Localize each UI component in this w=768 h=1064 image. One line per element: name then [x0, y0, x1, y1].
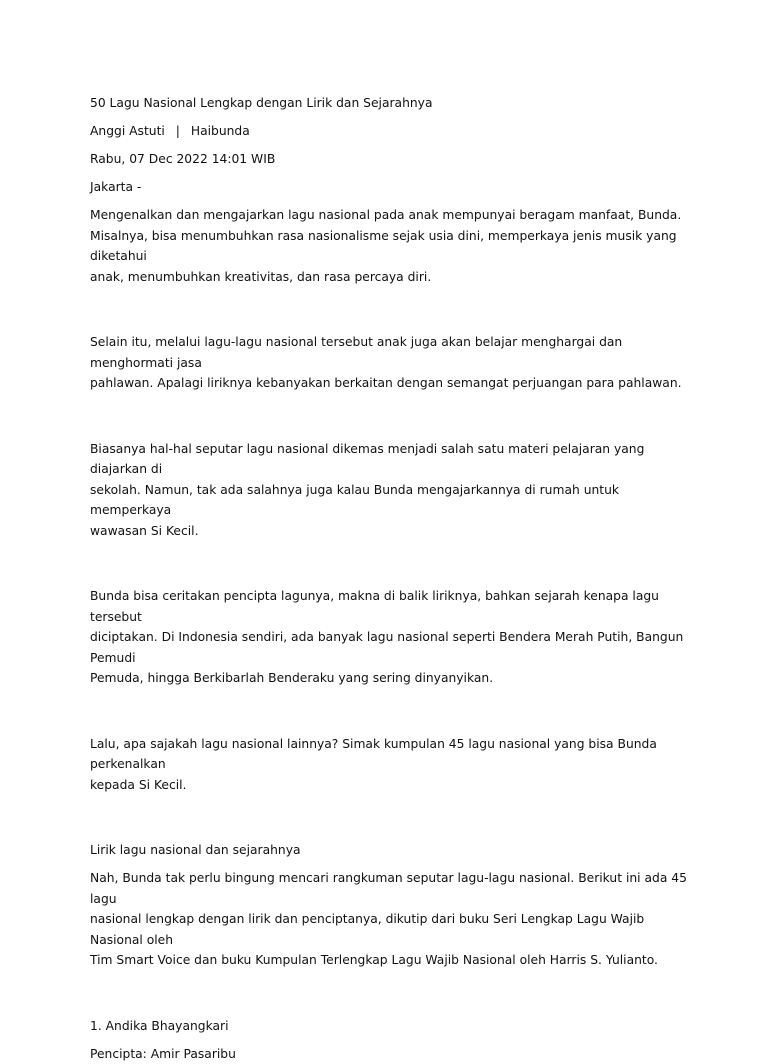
song-composer: Pencipta: Amir Pasaribu — [90, 1044, 690, 1064]
paragraph-2: Selain itu, melalui lagu-lagu nasional tersebut anak juga akan belajar menghargai dan menghormati jasa pahlawan. Apalagi liriknya kebanyakan berkaitan dengan semangat perjuangan para pahlawan. — [90, 332, 690, 394]
section-paragraph: Nah, Bunda tak perlu bingung mencari rangkuman seputar lagu-lagu nasional. Berikut ini ada 45 lagu nasional lengkap dengan lirik dan penciptanya, dikutip dari buku Seri Lengkap Lagu Wajib Nasional oleh Tim Smart Voice dan buku Kumpulan Terlengkap Lagu Wajib Nasional oleh Harris S. Yulianto. — [90, 868, 690, 971]
author-name: Anggi Astuti — [90, 124, 165, 138]
paragraph-5: Lalu, apa sajakah lagu nasional lainnya? Simak kumpulan 45 lagu nasional yang bisa Bunda perkenalkan kepada Si Kecil. — [90, 734, 690, 796]
paragraph-4: Bunda bisa ceritakan pencipta lagunya, makna di balik liriknya, bahkan sejarah kenapa lagu tersebut diciptakan. Di Indonesia sendiri, ada banyak lagu nasional seperti Bendera Merah Putih, Bangun Pemudi Pemuda, hingga Berkibarlah Benderaku yang sering dinyanyikan. — [90, 586, 690, 689]
publish-date: Rabu, 07 Dec 2022 14:01 WIB — [90, 149, 690, 170]
article-body — [90, 93, 690, 1064]
article-title: 50 Lagu Nasional Lengkap dengan Lirik dan Sejarahnya — [90, 93, 690, 114]
song-title: 1. Andika Bhayangkari — [90, 1016, 690, 1037]
byline — [90, 121, 690, 142]
dateline-location: Jakarta - — [90, 177, 690, 198]
paragraph-3: Biasanya hal-hal seputar lagu nasional dikemas menjadi salah satu materi pelajaran yang diajarkan di sekolah. Namun, tak ada salahnya juga kalau Bunda mengajarkannya di rumah untuk memperkaya wawasan Si Kecil. — [90, 439, 690, 542]
byline-separator: | — [165, 121, 191, 142]
section-heading: Lirik lagu nasional dan sejarahnya — [90, 840, 690, 861]
source-name: Haibunda — [191, 124, 250, 138]
paragraph-1: Mengenalkan dan mengajarkan lagu nasional pada anak mempunyai beragam manfaat, Bunda. Misalnya, bisa menumbuhkan rasa nasionalisme sejak usia dini, memperkaya jenis musik yang diketahui anak, menumbuhkan kreativitas, dan rasa percaya diri. — [90, 205, 690, 287]
